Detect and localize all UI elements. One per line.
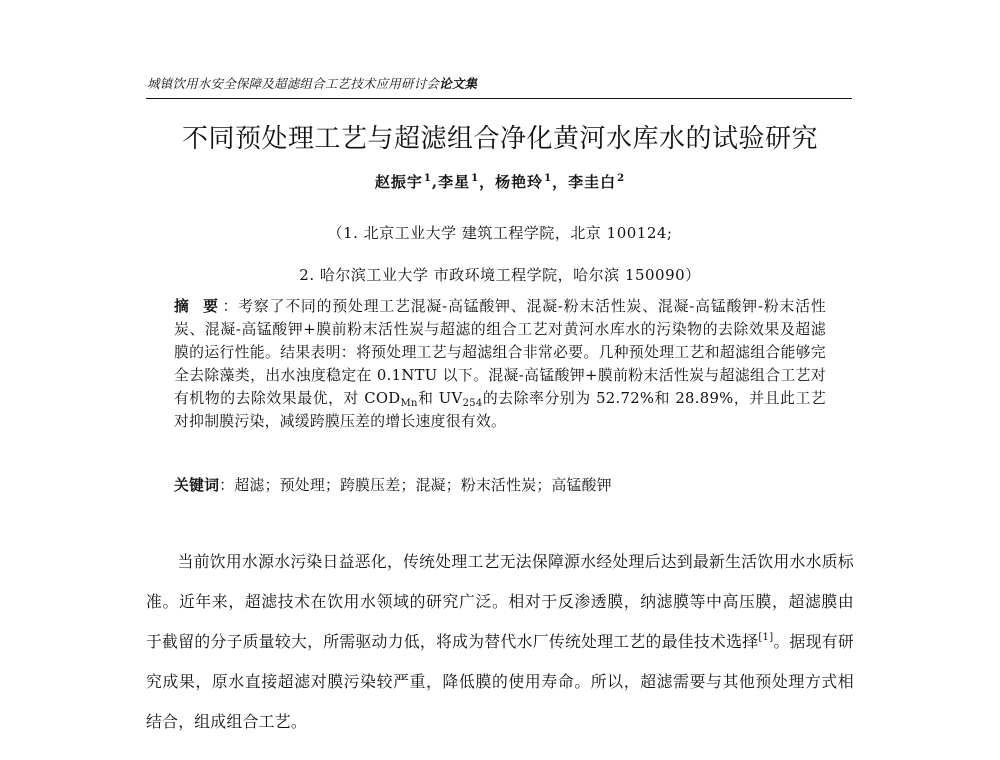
- running-header-title: 城镇饮用水安全保障及超滤组合工艺技术应用研讨会: [147, 76, 440, 91]
- abstract-text: 和 UV: [417, 389, 463, 407]
- author-affil-mark: 1: [423, 173, 432, 184]
- author-name: 杨艳玲: [495, 173, 544, 191]
- introduction: [146, 542, 854, 742]
- author-name: 赵振宇: [374, 173, 423, 191]
- author-separator: ，: [552, 173, 569, 191]
- affiliation-1: （1. 北京工业大学 建筑工程学院，北京 100124;: [327, 224, 673, 242]
- abstract-text: 考察了不同的预处理工艺混凝-高锰酸钾、混凝-粉末活性炭、混凝-高锰酸钾-粉末活性炭、混凝-高锰酸钾+膜前粉末活性炭与超滤的组合工艺对黄河水库水的污染物的去除效果及超滤膜的运行性能。结果表明：将预处理工艺与超滤组合非常必要。几种预处理工艺和超滤组合能够完全去除藻类，出水浊度稳定在 0.1NTU 以下。混凝-高锰酸钾+膜前粉末活性炭与超滤组合工艺对有机物的去除效果最优，对 COD: [174, 298, 826, 407]
- abstract-text: 的去除率分别为 52.72%和 28.89%，并且此工艺对抑制膜污染，减缓跨膜压差的增长速度很有效。: [174, 389, 827, 430]
- author-name: 李圭白: [568, 173, 617, 191]
- abstract-subscript: Mn: [400, 397, 418, 409]
- running-header-bold: 论文集: [439, 76, 478, 91]
- keywords-text: 超滤；预处理；跨膜压差；混凝；粉末活性炭；高锰酸钾: [234, 477, 612, 494]
- header-rule: [146, 98, 852, 99]
- author-list: [0, 171, 1000, 192]
- keywords: [174, 474, 826, 495]
- abstract: [174, 296, 826, 433]
- keywords-label: 关键词: [174, 477, 220, 494]
- intro-text: 当前饮用水源水污染日益恶化，传统处理工艺无法保障源水经处理后达到最新生活饮用水水质标准。近年来，超滤技术在饮用水领域的研究广泛。相对于反渗透膜，纳滤膜等中高压膜，超滤膜由于截留的分子质量较大，所需驱动力低，将成为替代水厂传统处理工艺的最佳技术选择: [146, 552, 854, 651]
- keywords-colon: ：: [219, 477, 235, 494]
- citation-ref: [1]: [758, 632, 774, 643]
- author-affil-mark: 1: [471, 173, 480, 184]
- intro-paragraph: [146, 542, 854, 742]
- author-name: 李星: [438, 173, 471, 191]
- running-header: [147, 74, 477, 92]
- author-separator: ,: [431, 173, 439, 191]
- author-separator: ，: [479, 173, 496, 191]
- affiliation-2: 2. 哈尔滨工业大学 市政环境工程学院，哈尔滨 150090）: [299, 266, 701, 284]
- abstract-label: 摘 要: [174, 298, 223, 315]
- abstract-colon: ：: [222, 298, 239, 315]
- intro-text: 。据现有研究成果，原水直接超滤对膜污染较严重，降低膜的使用寿命。所以，超滤需要与其他预处理方式相结合，组成组合工艺。: [146, 632, 854, 731]
- author-affil-mark: 2: [617, 173, 626, 184]
- paper-title: 不同预处理工艺与超滤组合净化黄河水库水的试验研究: [181, 124, 818, 154]
- author-affil-mark: 1: [544, 173, 553, 184]
- abstract-subscript: 254: [462, 397, 483, 409]
